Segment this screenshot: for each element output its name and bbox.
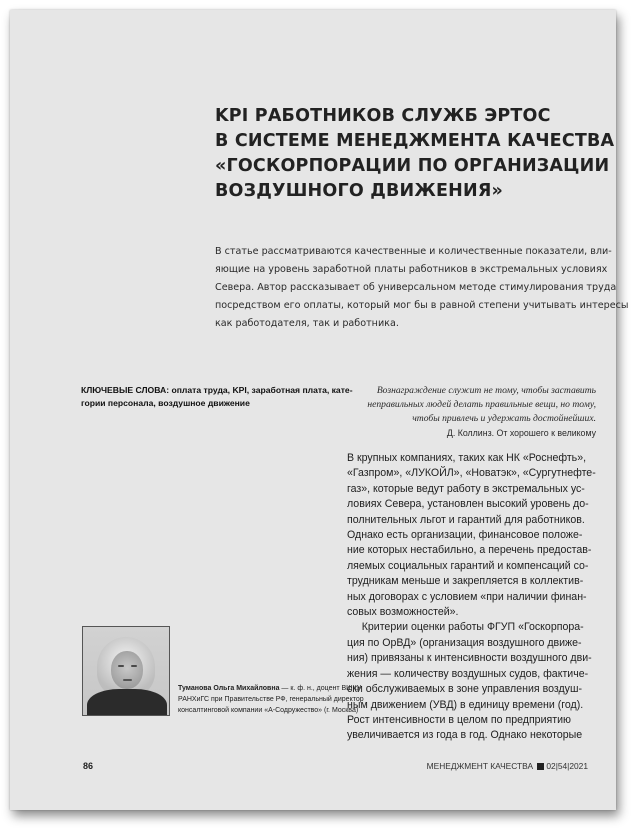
article-title [215, 104, 615, 204]
title-line: «ГОСКОРПОРАЦИИ ПО ОРГАНИЗАЦИИ [215, 156, 610, 176]
page-number: 86 [83, 761, 94, 771]
author-line-2: РАНХиГС при Правительстве РФ, генеральный директор [178, 696, 364, 703]
title-line: В СИСТЕМЕ МЕНЕДЖМЕНТА КАЧЕСТВА [215, 131, 615, 151]
body-line: Однако есть организации, финансовое положе- [347, 529, 583, 542]
body-line: ция по ОрВД» (организация воздушного движе- [347, 636, 582, 649]
photo-clothing [87, 689, 167, 716]
epigraph-quote-line: неправильных людей делать правильные вещи, но тому, [367, 399, 596, 410]
author-info [178, 683, 364, 716]
body-line: Рост интенсивности в целом по предприятию [347, 713, 571, 726]
abstract-line: яющие на уровень заработной платы работников в экстремальных условиях [215, 264, 608, 275]
author-name: Туманова Ольга Михайловна [178, 685, 280, 692]
abstract-line: В статье рассматриваются качественные и количественные показатели, вли- [215, 246, 612, 257]
photo-mouth [123, 679, 132, 681]
body-line: Критерии оценки работы ФГУП «Госкорпора- [347, 621, 584, 634]
body-line: ние которых нестабильно, а перечень предостав- [347, 544, 592, 557]
epigraph-quote-line: чтобы привлечь и удержать достойнейших. [412, 413, 596, 424]
article-body [347, 451, 599, 744]
body-line: ски обслуживаемых в зоне управления воздуш- [347, 683, 582, 696]
author-credentials: — к. ф. н., доцент ВШКУ [279, 685, 362, 692]
journal-issue: 02|54|2021 [546, 761, 588, 771]
body-line: жения — количеству воздушных судов, фактиче- [347, 667, 589, 680]
body-line: ния) привязаны к интенсивности воздушного дви- [347, 652, 592, 665]
keywords-line: КЛЮЧЕВЫЕ СЛОВА: оплата труда, KPI, заработная плата, кате- [81, 385, 353, 395]
author-photo [82, 626, 170, 716]
journal-footer [427, 761, 588, 771]
body-line: совых возможностей». [347, 606, 459, 619]
keywords-line: гории персонала, воздушное движение [81, 398, 250, 408]
photo-face [111, 651, 143, 689]
magazine-page [10, 10, 629, 810]
abstract-line: Севера. Автор рассказывает об универсальном методе стимулирования труда [215, 282, 617, 293]
body-line: «Газпром», «ЛУКОЙЛ», «Новатэк», «Сургутнефте- [347, 467, 596, 480]
abstract-line: посредством его оплаты, который мог бы в равной степени учитывать интересы [215, 300, 629, 311]
photo-eye [118, 665, 124, 667]
photo-eye [131, 665, 137, 667]
author-line-1 [178, 683, 362, 694]
body-line: ловиях Севера, установлен высокий уровень до- [347, 498, 589, 511]
body-line: ных договорах с условием «при наличии финан- [347, 590, 587, 603]
journal-name: МЕНЕДЖМЕНТ КАЧЕСТВА [426, 761, 534, 771]
body-line: увеличивается из года в год. Однако некоторые [347, 729, 583, 742]
epigraph [310, 384, 596, 440]
body-line: ным движением (УВД) в единицу времени (год). [347, 698, 584, 711]
abstract-line: как работодателя, так и работника. [215, 318, 399, 329]
square-separator-icon [537, 763, 544, 770]
epigraph-source: Д. Коллинз. От хорошего к великому [446, 428, 596, 438]
body-line: В крупных компаниях, таких как НК «Роснефть», [347, 452, 587, 464]
epigraph-quote-line: Вознаграждение служит не тому, чтобы заставить [376, 385, 596, 396]
keywords-block [81, 384, 353, 410]
body-line: газ», которые ведут работу в экстремальных ус- [347, 482, 585, 495]
author-line-3: консалтинговой компании «А-Содружество» (г. Москва) [178, 707, 359, 714]
title-line: KPI РАБОТНИКОВ СЛУЖБ ЭРТОС [215, 106, 551, 126]
article-abstract [215, 243, 629, 333]
title-line: ВОЗДУШНОГО ДВИЖЕНИЯ» [215, 181, 504, 201]
body-line: полнительных льгот и гарантий для работников. [347, 513, 585, 526]
body-line: ляемых социальных гарантий и компенсаций со- [347, 559, 589, 572]
body-line: трудникам меньше и закрепляется в коллектив- [347, 575, 584, 588]
